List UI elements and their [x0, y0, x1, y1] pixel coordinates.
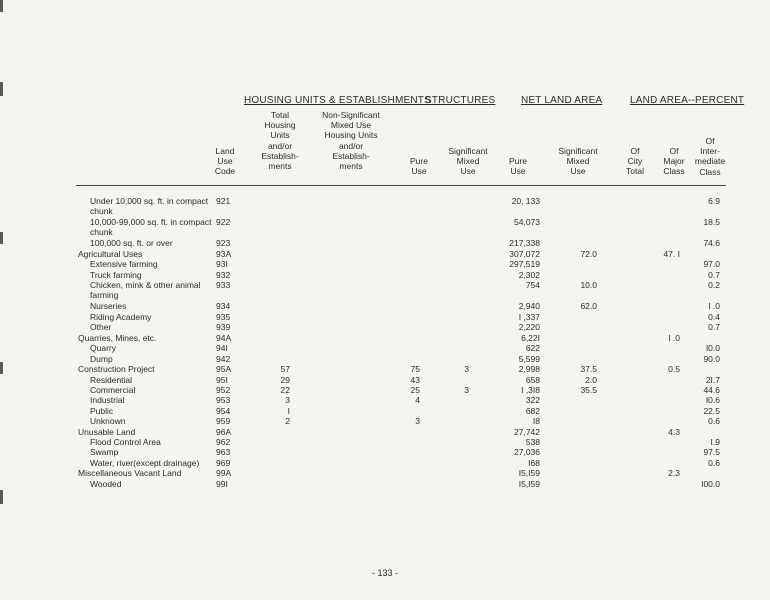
cell-net-sig: 37.5 [580, 364, 597, 374]
column-header-structures-pure: Pure Use [410, 156, 428, 177]
table-row [0, 364, 770, 374]
cell-major: 47. I [663, 249, 680, 259]
cell-net-sig: 35.5 [580, 385, 597, 395]
cell-net-pure: 297,519 [509, 259, 540, 269]
cell-net-pure: I5,I59 [518, 479, 540, 489]
land-use-description: Construction Project [78, 364, 155, 374]
cell-net-pure: 54,073 [514, 217, 540, 227]
land-use-description: Quarry [90, 343, 116, 353]
cell-net-sig: 10.0 [580, 280, 597, 290]
land-use-code: 934 [216, 301, 231, 311]
cell-net-pure: 27,742 [514, 427, 540, 437]
land-use-description: Public [90, 406, 114, 416]
land-use-description: Commercial [90, 385, 136, 395]
land-use-code: 959 [216, 416, 231, 426]
cell-net-pure: 2,302 [518, 270, 540, 280]
land-use-code: 939 [216, 322, 231, 332]
group-header-housing: HOUSING UNITS & ESTABLISHMENTS [244, 95, 431, 106]
group-header-structures: STRUCTURES [425, 95, 496, 106]
column-header-of-intermediate-class: Of Inter- mediate Class [694, 136, 726, 177]
cell-major: 4.3 [668, 427, 680, 437]
cell-intermediate: 0.2 [708, 280, 720, 290]
cell-intermediate: 0.7 [708, 270, 720, 280]
table-row [0, 238, 770, 248]
cell-net-pure: 2,998 [518, 364, 540, 374]
land-use-description: Extensive farming [90, 259, 158, 269]
land-use-code: 95A [216, 364, 232, 374]
land-use-code: 923 [216, 238, 231, 248]
table-row [0, 375, 770, 385]
table-row [0, 395, 770, 405]
cell-major: I .0 [668, 333, 680, 343]
table-row [0, 301, 770, 311]
cell-intermediate: I00.0 [701, 479, 720, 489]
column-header-total-housing: Total Housing Units and/or Establish- ments [261, 110, 299, 172]
cell-intermediate: 74.6 [703, 238, 720, 248]
table-row [0, 270, 770, 280]
land-use-description: Agricultural Uses [78, 249, 143, 259]
column-header-net-pure: Pure Use [509, 156, 527, 177]
cell-intermediate: I0.6 [705, 395, 720, 405]
cell-intermediate: I .0 [708, 301, 720, 311]
cell-total: 29 [280, 375, 290, 385]
land-use-code: 933 [216, 280, 231, 290]
table-row [0, 427, 770, 437]
land-use-description: Industrial [90, 395, 125, 405]
cell-intermediate: 2I.7 [705, 375, 720, 385]
land-use-code: 922 [216, 217, 231, 227]
land-use-code: 99I [216, 479, 228, 489]
table-row [0, 479, 770, 489]
table-row [0, 447, 770, 457]
table-row [0, 406, 770, 416]
column-header-of-city-total: Of City Total [626, 146, 644, 177]
cell-net-sig: 62.0 [580, 301, 597, 311]
table-row [0, 468, 770, 478]
cell-net-pure: 5,599 [518, 354, 540, 364]
cell-struct-pure: 75 [410, 364, 420, 374]
land-use-description: Unusable Land [78, 427, 136, 437]
table-row [0, 280, 770, 300]
land-use-code: 952 [216, 385, 231, 395]
column-header-land-use-code: Land Use Code [214, 146, 236, 177]
land-use-code: 954 [216, 406, 231, 416]
land-use-description: Riding Academy [90, 312, 152, 322]
cell-intermediate: 90.0 [703, 354, 720, 364]
cell-total: I [287, 406, 290, 416]
cell-struct-sig: 3 [464, 364, 469, 374]
land-use-code: 96A [216, 427, 232, 437]
cell-net-pure: I8 [532, 416, 540, 426]
cell-net-pure: 307,072 [509, 249, 540, 259]
land-use-code: 95I [216, 375, 228, 385]
table-row [0, 322, 770, 332]
land-use-description: Truck farming [90, 270, 142, 280]
cell-net-pure: 6,22I [521, 333, 540, 343]
table-row [0, 354, 770, 364]
land-use-description: 100,000 sq. ft. or over [90, 238, 173, 248]
cell-intermediate: 97.5 [703, 447, 720, 457]
cell-net-pure: I ,337 [518, 312, 540, 322]
land-use-description: Other [90, 322, 112, 332]
table-row [0, 196, 770, 216]
column-header-of-major-class: Of Major Class [663, 146, 685, 177]
land-use-description: Chicken, mink & other animal farming [90, 280, 201, 300]
cell-intermediate: 44.6 [703, 385, 720, 395]
cell-net-pure: 754 [525, 280, 540, 290]
land-use-code: 969 [216, 458, 231, 468]
cell-net-pure: I68 [528, 458, 540, 468]
land-use-description: Residential [90, 375, 133, 385]
cell-net-pure: I5,I59 [518, 468, 540, 478]
land-use-code: 99A [216, 468, 232, 478]
group-header-net-land-area: NET LAND AREA [521, 95, 603, 106]
land-use-description: Dump [90, 354, 113, 364]
cell-intermediate: 0.4 [708, 312, 720, 322]
land-use-description: Quarries, Mines, etc. [78, 333, 157, 343]
cell-net-pure: 20, 133 [511, 196, 540, 206]
table-row [0, 385, 770, 395]
land-use-description: 10,000-99,000 sq. ft. in compact chunk [90, 217, 212, 237]
cell-intermediate: 6.9 [708, 196, 720, 206]
cell-struct-sig: 3 [464, 385, 469, 395]
cell-intermediate: 0.6 [708, 416, 720, 426]
table-row [0, 333, 770, 343]
cell-net-pure: 217,338 [509, 238, 540, 248]
cell-intermediate: 18.5 [703, 217, 720, 227]
cell-net-pure: 322 [525, 395, 540, 405]
cell-net-pure: 2,220 [518, 322, 540, 332]
land-use-code: 953 [216, 395, 231, 405]
cell-net-pure: 538 [525, 437, 540, 447]
cell-net-pure: 658 [525, 375, 540, 385]
cell-net-pure: 2,940 [518, 301, 540, 311]
land-use-code: 942 [216, 354, 231, 364]
land-use-code: 93I [216, 259, 228, 269]
cell-struct-pure: 4 [415, 395, 420, 405]
land-use-code: 921 [216, 196, 231, 206]
land-use-description: Water, river(except drainage) [90, 458, 200, 468]
land-use-description: Unknown [90, 416, 126, 426]
cell-intermediate: 22.5 [703, 406, 720, 416]
cell-intermediate: 97.0 [703, 259, 720, 269]
land-use-code: 93A [216, 249, 232, 259]
land-use-description: Wooded [90, 479, 122, 489]
group-header-land-area-percent: LAND AREA--PERCENT [630, 95, 745, 106]
page-number: - 133 - [371, 568, 398, 578]
cell-net-sig: 72.0 [580, 249, 597, 259]
table-row [0, 312, 770, 322]
land-use-code: 94A [216, 333, 232, 343]
cell-major: 2.3 [668, 468, 680, 478]
cell-struct-pure: 25 [410, 385, 420, 395]
cell-intermediate: I.9 [710, 437, 720, 447]
table-row [0, 217, 770, 237]
cell-intermediate: 0.6 [708, 458, 720, 468]
cell-total: 2 [285, 416, 290, 426]
cell-net-pure: 27,036 [514, 447, 540, 457]
cell-struct-pure: 43 [410, 375, 420, 385]
land-use-code: 935 [216, 312, 231, 322]
cell-total: 57 [280, 364, 290, 374]
land-use-code: 932 [216, 270, 231, 280]
cell-intermediate: 0.7 [708, 322, 720, 332]
cell-struct-pure: 3 [415, 416, 420, 426]
table-row [0, 437, 770, 447]
cell-net-pure: I ,3I8 [521, 385, 540, 395]
table-row [0, 416, 770, 426]
land-use-description: Swamp [90, 447, 119, 457]
cell-intermediate: I0.0 [705, 343, 720, 353]
land-use-code: 963 [216, 447, 231, 457]
cell-net-pure: 622 [525, 343, 540, 353]
cell-total: 3 [285, 395, 290, 405]
table-row [0, 259, 770, 269]
column-header-structures-significant: Significant Mixed Use [448, 146, 488, 177]
table-row [0, 458, 770, 468]
column-header-net-significant: Significant Mixed Use [558, 146, 598, 177]
land-use-code: 94I [216, 343, 228, 353]
land-use-description: Flood Control Area [90, 437, 161, 447]
land-use-description: Miscellaneous Vacant Land [78, 468, 182, 478]
column-header-non-significant: Non-Significant Mixed Use Housing Units and/or Establish- ments [322, 110, 380, 172]
land-use-code: 962 [216, 437, 231, 447]
table-row [0, 249, 770, 259]
land-use-description: Nurseries [90, 301, 127, 311]
cell-net-pure: 682 [525, 406, 540, 416]
cell-net-sig: 2.0 [585, 375, 597, 385]
land-use-description: Under 10,000 sq. ft. in compact chunk [90, 196, 209, 216]
cell-total: 22 [280, 385, 290, 395]
table-row [0, 343, 770, 353]
cell-major: 0.5 [668, 364, 680, 374]
